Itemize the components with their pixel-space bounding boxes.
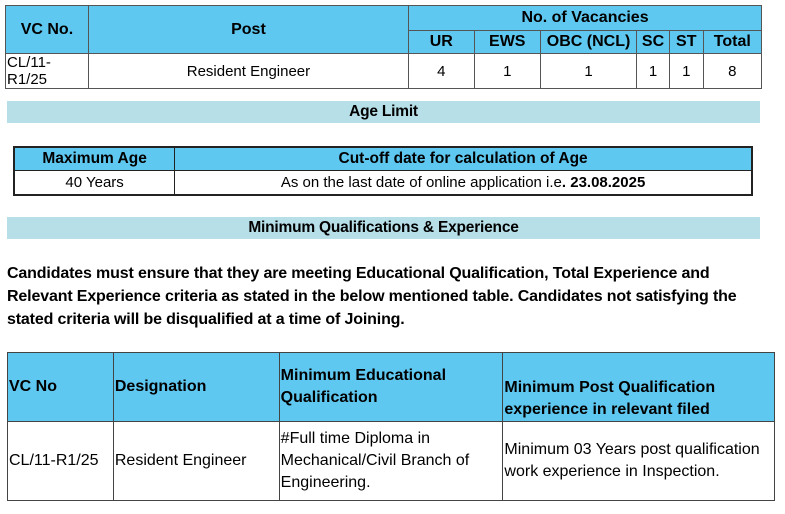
cell-ur: 4 <box>409 54 474 89</box>
header-designation: Designation <box>113 353 279 422</box>
cell-total: 8 <box>703 54 761 89</box>
qualifications-heading: Minimum Qualifications & Experience <box>7 217 760 239</box>
cell-post: Resident Engineer <box>88 54 408 89</box>
table-row <box>14 171 752 196</box>
qualifications-table <box>7 352 775 501</box>
cell-sc: 1 <box>637 54 670 89</box>
header-vc-no: VC No <box>8 353 114 422</box>
cell-vc-no: CL/11-R1/25 <box>8 422 114 501</box>
header-total: Total <box>703 31 761 54</box>
cell-experience: Minimum 03 Years post qualification work experience in Inspection. <box>503 422 775 501</box>
header-post: Post <box>88 6 408 54</box>
header-max-age: Maximum Age <box>14 147 175 171</box>
cell-obc: 1 <box>541 54 637 89</box>
cell-cutoff <box>175 171 752 196</box>
header-obc: OBC (NCL) <box>541 31 637 54</box>
header-education: Minimum Educational Qualification <box>279 353 503 422</box>
table-row <box>6 54 762 89</box>
header-vc-no: VC No. <box>6 6 89 54</box>
age-limit-heading: Age Limit <box>7 101 760 123</box>
header-sc: SC <box>637 31 670 54</box>
cell-designation: Resident Engineer <box>113 422 279 501</box>
vacancy-table <box>5 5 762 89</box>
cutoff-text: As on the last date of online application i.e <box>280 174 562 191</box>
age-limit-table <box>13 146 753 196</box>
header-ews: EWS <box>474 31 540 54</box>
cell-ews: 1 <box>474 54 540 89</box>
cell-vc-no: CL/11-R1/25 <box>6 54 89 89</box>
header-vacancies-group: No. of Vacancies <box>409 6 762 31</box>
eligibility-notice: Candidates must ensure that they are meeting Educational Qualification, Total Experience and Relevant Experience criteria as stated in the below mentioned table. Candidates not satisfying the stated criteria will be disqualified at a time of Joining. <box>7 265 737 328</box>
cell-education: #Full time Diploma in Mechanical/Civil Branch of Engineering. <box>279 422 503 501</box>
cell-st: 1 <box>669 54 703 89</box>
table-row <box>8 422 775 501</box>
cutoff-date: . 23.08.2025 <box>561 174 646 191</box>
cell-max-age: 40 Years <box>14 171 175 196</box>
header-experience: Minimum Post Qualification experience in relevant filed <box>503 353 775 422</box>
header-cutoff-date: Cut-off date for calculation of Age <box>175 147 752 171</box>
header-st: ST <box>669 31 703 54</box>
header-ur: UR <box>409 31 474 54</box>
